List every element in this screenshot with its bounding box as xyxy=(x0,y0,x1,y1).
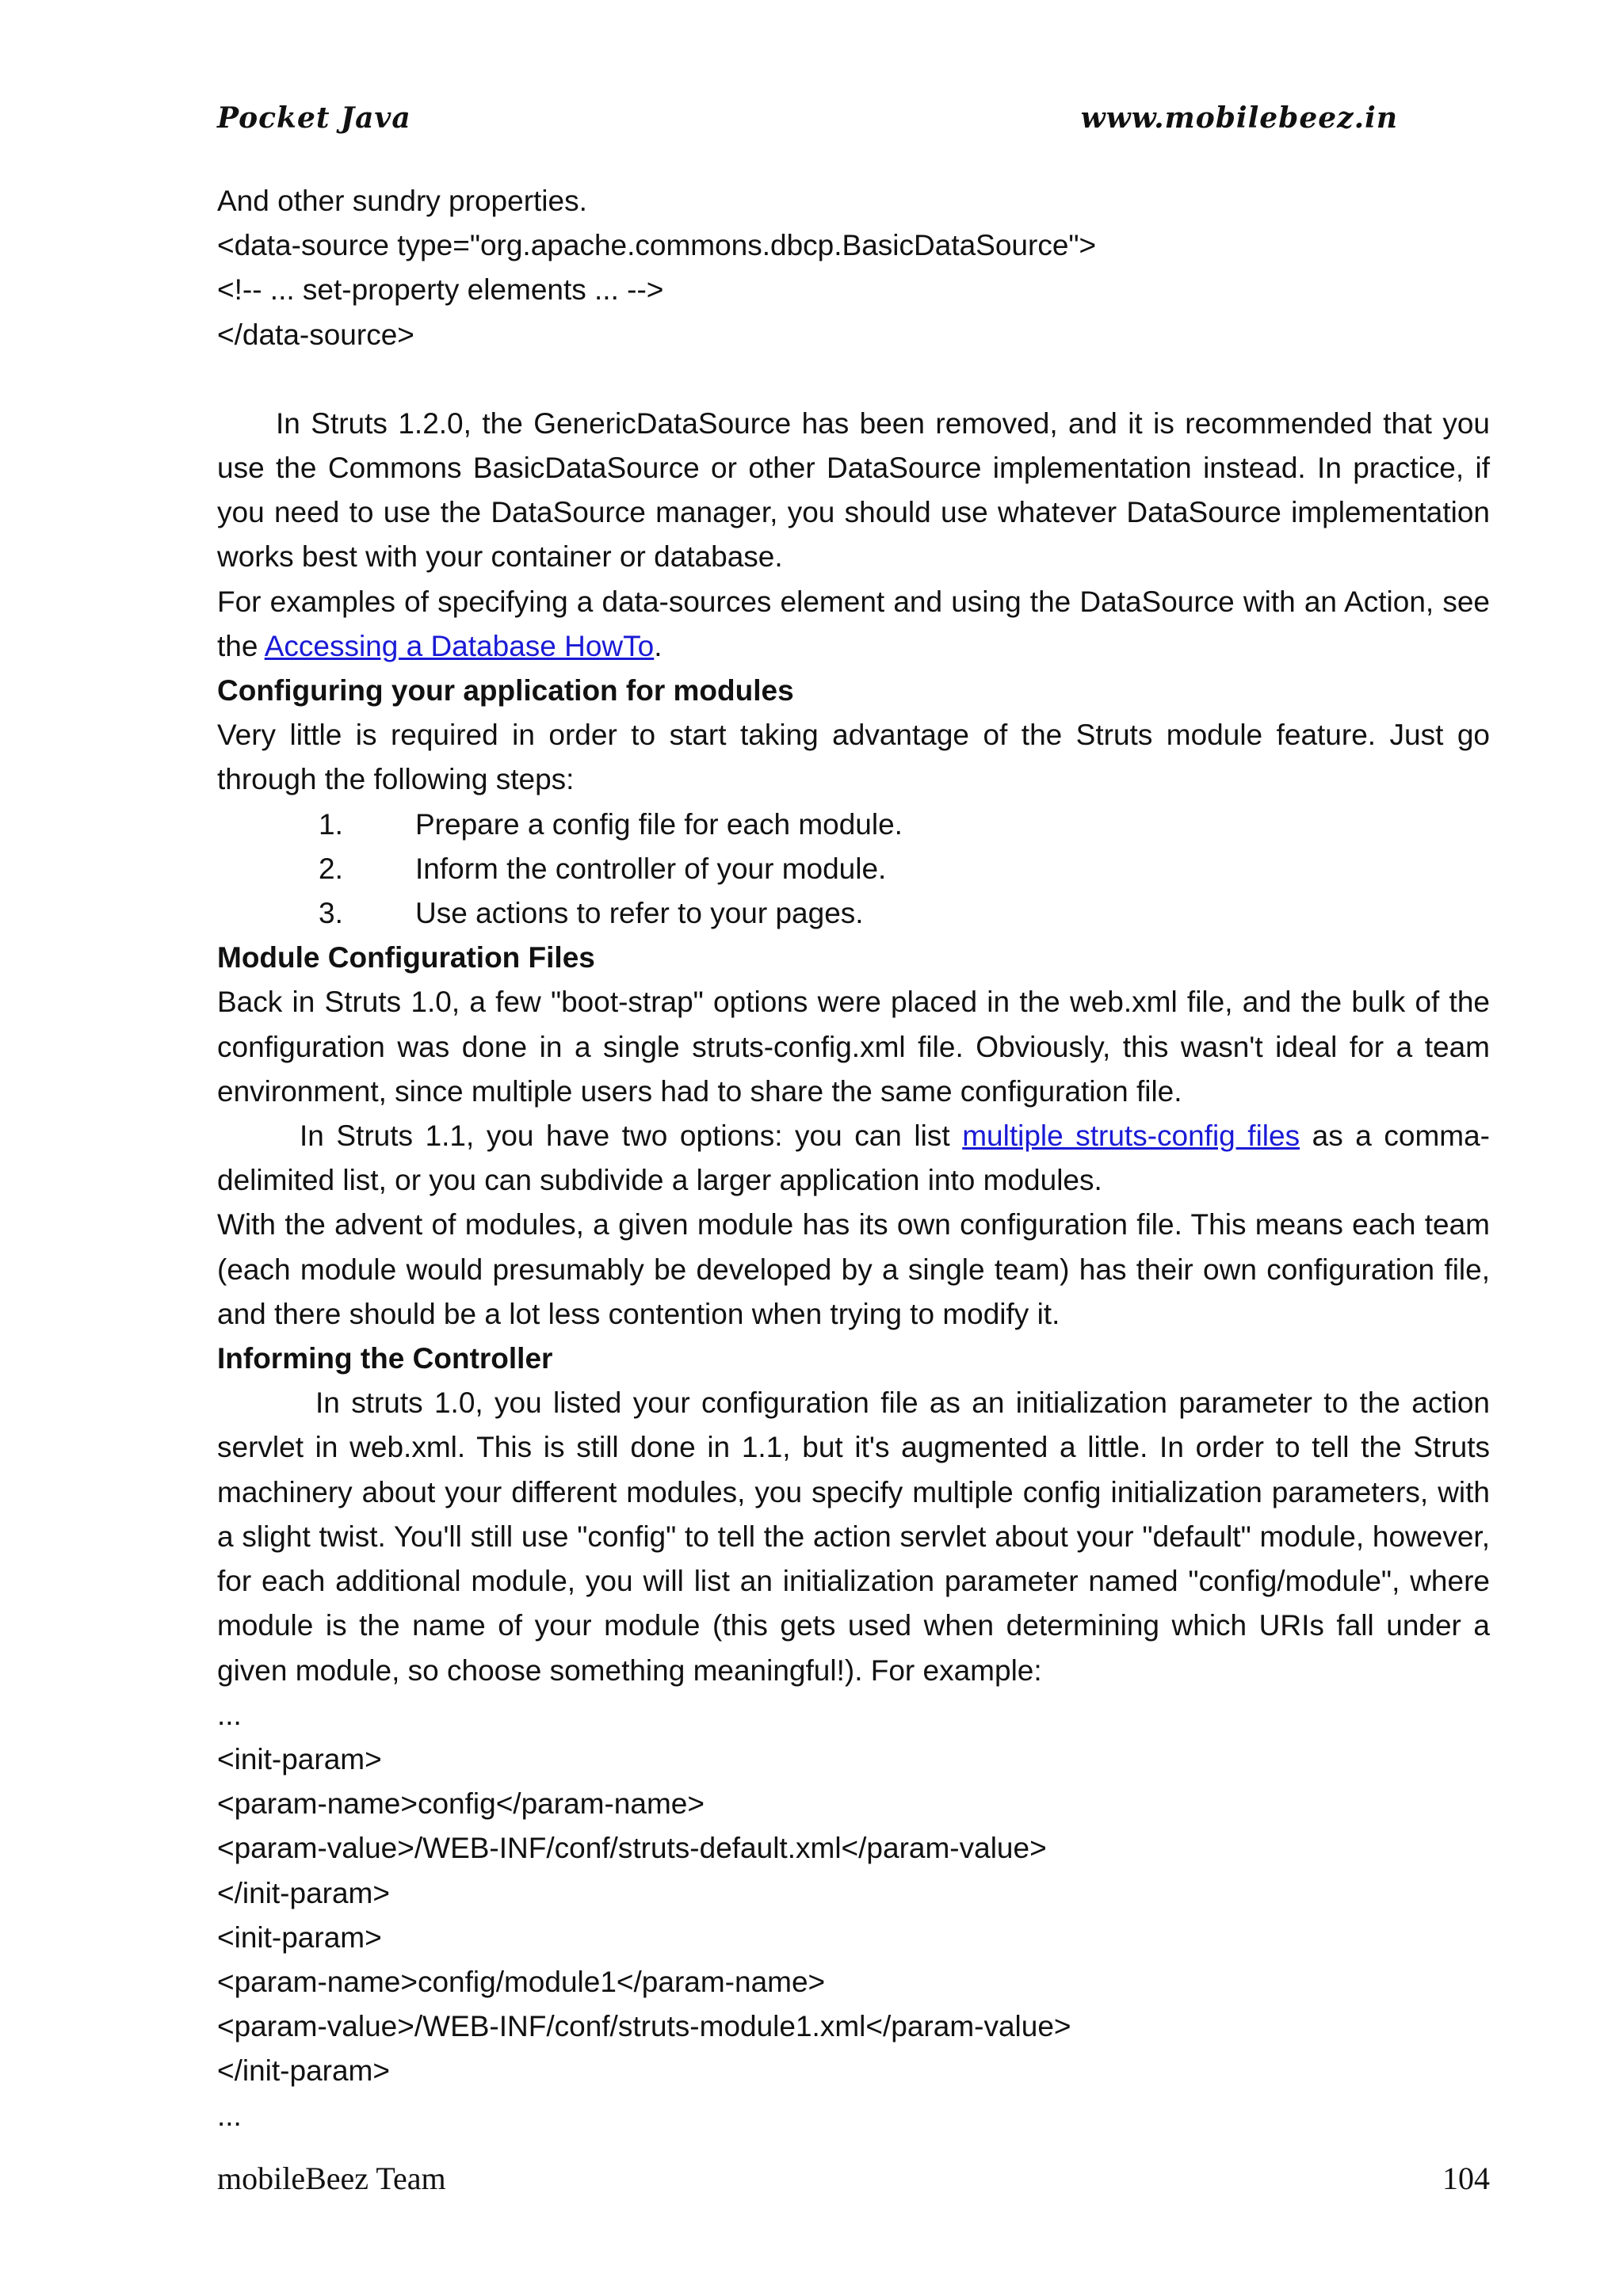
list-text: Inform the controller of your module. xyxy=(415,852,887,885)
code-line: </init-param> xyxy=(217,2054,390,2088)
code-line: <init-param> xyxy=(217,1742,382,1775)
paragraph-text: In Struts 1.1, you have two options: you can list xyxy=(300,1119,963,1153)
page-header xyxy=(217,101,1398,146)
paragraph-struts-120: In Struts 1.2.0, the GenericDataSource has been removed, and it is recommended that you use the Commons BasicDataSource or other DataSource implementation instead. In practice, if you need to use the DataSource manager, you should use whatever DataSource implementation works best with your container or database. xyxy=(217,406,1490,574)
list-text: Use actions to refer to your pages. xyxy=(415,897,864,930)
heading-informing-controller: Informing the Controller xyxy=(217,1342,553,1375)
code-line: ... xyxy=(217,1698,242,1731)
website-url: www.mobilebeez.in xyxy=(1080,101,1398,135)
list-item xyxy=(217,891,1490,936)
code-line: ... xyxy=(217,2099,242,2132)
heading-module-configuration-files: Module Configuration Files xyxy=(217,941,595,974)
code-line: <!-- ... set-property elements ... --> xyxy=(217,273,664,307)
page-number: 104 xyxy=(1442,2161,1490,2196)
paragraph-modules-intro: Very little is required in order to start taking advantage of the Struts module feature. Just go through the following steps: xyxy=(217,719,1490,796)
multiple-struts-config-files-link[interactable]: multiple struts-config files xyxy=(962,1119,1300,1153)
code-line: <param-value>/WEB-INF/conf/struts-default.xml</param-value> xyxy=(217,1832,1047,1865)
book-title: Pocket Java xyxy=(217,101,411,135)
list-number: 2. xyxy=(319,852,343,885)
code-line: <data-source type="org.apache.commons.dbcp.BasicDataSource"> xyxy=(217,229,1097,262)
footer-team: mobileBeez Team xyxy=(217,2161,446,2196)
paragraph-struts-10-config: Back in Struts 1.0, a few "boot-strap" options were placed in the web.xml file, and the bulk of the configuration was done in a single struts-config.xml file. Obviously, this wasn't ideal for a team environment, since multiple users had to share the same configuration file. xyxy=(217,986,1490,1108)
accessing-database-howto-link[interactable]: Accessing a Database HowTo xyxy=(264,629,655,662)
list-item xyxy=(217,803,1490,847)
steps-list xyxy=(217,803,1490,936)
paragraph-advent-of-modules: With the advent of modules, a given module has its own configuration file. This means each team (each module would presumably be developed by a single team) has their own configuration file, and there should be a lot less contention when trying to modify it. xyxy=(217,1208,1490,1330)
paragraph-text: For examples of specifying a data-sources element and using the DataSource with an Action, see the xyxy=(217,585,1490,662)
code-line: <init-param> xyxy=(217,1920,382,1954)
paragraph-controller: In struts 1.0, you listed your configuration file as an initialization parameter to the action servlet in web.xml. This is still done in 1.1, but it's augmented a little. In order to tell the Struts machinery about your different modules, you specify multiple config initialization parameters, with a slight twist. You'll still use "config" to tell the action servlet about your "default" module, however, for each additional module, you will list an initialization parameter named "config/module", where module is the name of your module (this gets used when determining which URIs fall under a given module, so choose something meaningful!). For example: xyxy=(217,1386,1490,1687)
paragraph-examples xyxy=(217,580,1490,669)
heading-configuring-modules: Configuring your application for modules xyxy=(217,674,794,707)
list-item xyxy=(217,847,1490,891)
paragraph-text: . xyxy=(654,629,663,662)
code-line: <param-name>config</param-name> xyxy=(217,1787,705,1821)
list-number: 3. xyxy=(319,897,343,930)
page-footer xyxy=(217,2160,1490,2207)
list-text: Prepare a config file for each module. xyxy=(415,807,903,841)
code-line: </init-param> xyxy=(217,1876,390,1909)
code-line: <param-value>/WEB-INF/conf/struts-module1.xml</param-value> xyxy=(217,2010,1071,2043)
list-number: 1. xyxy=(319,807,343,841)
spacer xyxy=(217,357,1490,402)
paragraph-struts-11-options xyxy=(217,1114,1490,1203)
intro-line: And other sundry properties. xyxy=(217,185,587,217)
code-line: <param-name>config/module1</param-name> xyxy=(217,1965,826,1998)
paragraph-text: as a comma-delimited list, or you can subdivide a larger application into modules. xyxy=(217,1119,1490,1197)
code-line: </data-source> xyxy=(217,318,414,351)
page-content xyxy=(217,179,1490,2138)
